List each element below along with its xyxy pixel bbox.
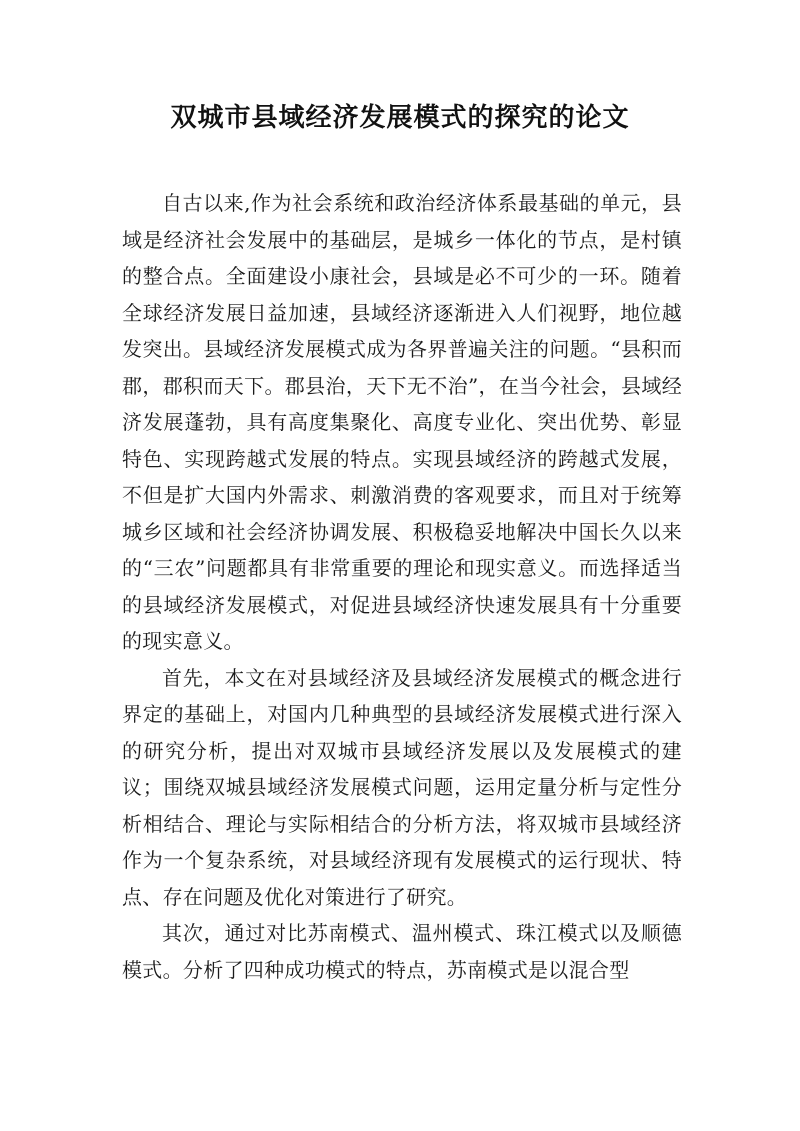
document-body [122, 185, 682, 988]
document-title: 双城市县域经济发展模式的探究的论文 [170, 103, 630, 133]
paragraph-second: 其次，通过对比苏南模式、温州模式、珠江模式以及顺德模式。分析了四种成功模式的特点，苏南模式是以混合型 [122, 921, 682, 982]
paragraph-intro: 自古以来,作为社会系统和政治经济体系最基础的单元，县域是经济社会发展中的基础层，是城乡一体化的节点，是村镇的整合点。全面建设小康社会，县域是必不可少的一环。随着全球经济发展日益加速，县域经济逐渐进入人们视野，地位越发突出。县域经济发展模式成为各界普遍关注的问题。“县积而郡，郡积而天下。郡县治，天下无不治”，在当今社会，县域经济发展蓬勃，具有高度集聚化、高度专业化、突出优势、彰显特色、实现跨越式发展的特点。实现县域经济的跨越式发展，不但是扩大国内外需求、刺激消费的客观要求，而且对于统筹城乡区域和社会经济协调发展、积极稳妥地解决中国长久以来的“三农”问题都具有非常重要的理论和现实意义。而选择适当的县域经济发展模式，对促进县域经济快速发展具有十分重要的现实意义。 [122, 191, 682, 653]
paragraph-first: 首先，本文在对县域经济及县域经济发展模式的概念进行界定的基础上，对国内几种典型的县域经济发展模式进行深入的研究分析，提出对双城市县域经济发展以及发展模式的建议；围绕双城县域经济发展模式问题，运用定量分析与定性分析相结合、理论与实际相结合的分析方法，将双城市县域经济作为一个复杂系统，对县域经济现有发展模式的运行现状、特点、存在问题及优化对策进行了研究。 [122, 665, 682, 909]
